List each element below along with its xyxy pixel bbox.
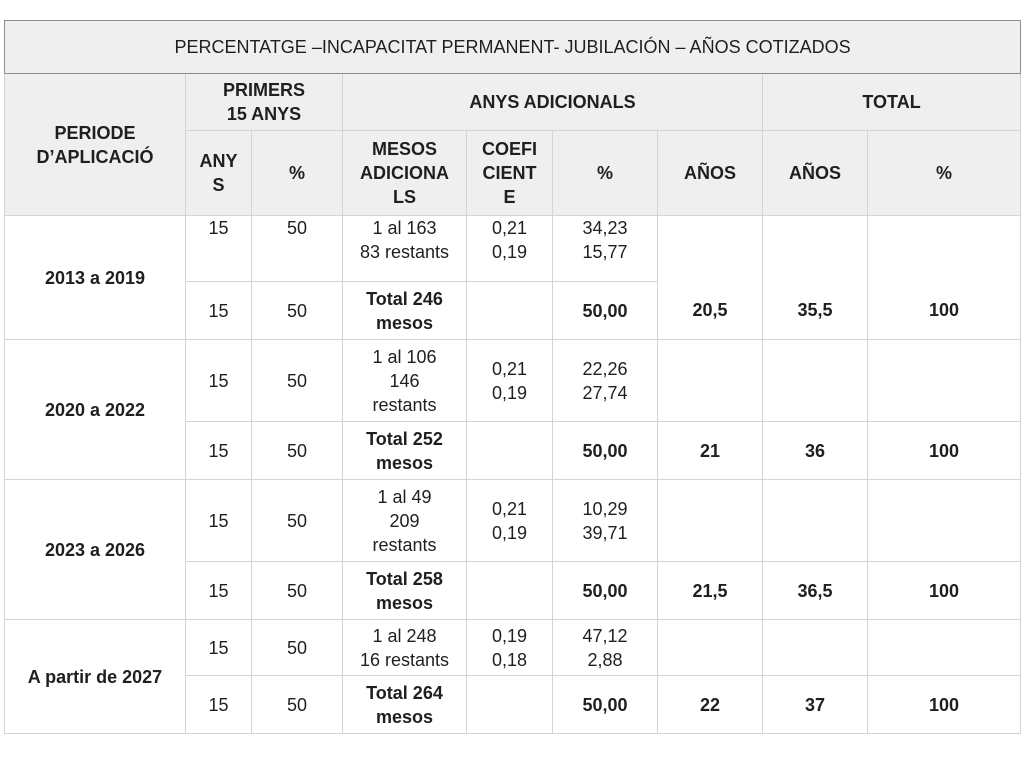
cell-spacer: [868, 340, 1021, 422]
cell-anos-total: 37: [763, 676, 868, 734]
header-anos-adicionals: AÑOS: [658, 131, 763, 216]
cell-percent: 50: [252, 422, 343, 480]
header-anys: ANY S: [186, 131, 252, 216]
table-row: [5, 340, 1021, 422]
cell-anos-total: 36,5: [763, 562, 868, 620]
cell-anos-adicionals: 21: [658, 422, 763, 480]
cell-spacer: [868, 480, 1021, 562]
cell-coeficient: 0,21 0,19: [467, 480, 553, 562]
cell-coeficient: 0,19 0,18: [467, 620, 553, 676]
cell-anys: 15: [186, 282, 252, 340]
cell-spacer: [658, 480, 763, 562]
cell-coeficient: 0,21 0,19: [467, 216, 553, 282]
cell-spacer: [763, 340, 868, 422]
cell-anos-adicionals: 20,5: [658, 216, 763, 340]
cell-percent-adicional: 10,29 39,71: [553, 480, 658, 562]
header-total: TOTAL: [763, 74, 1021, 131]
period-cell: 2013 a 2019: [5, 216, 186, 340]
cell-spacer: [763, 480, 868, 562]
header-anos-total: AÑOS: [763, 131, 868, 216]
period-cell: 2020 a 2022: [5, 340, 186, 480]
table-row: [5, 620, 1021, 676]
table-row: [5, 480, 1021, 562]
cell-percent: 50: [252, 676, 343, 734]
cell-coeficient: 0,21 0,19: [467, 340, 553, 422]
period-cell: 2023 a 2026: [5, 480, 186, 620]
cell-anys: 15: [186, 340, 252, 422]
cell-percent-adicional-total: 50,00: [553, 562, 658, 620]
cell-coeficient: [467, 562, 553, 620]
cell-spacer: [763, 620, 868, 676]
cell-anys: 15: [186, 676, 252, 734]
header-coeficient: COEFI CIENT E: [467, 131, 553, 216]
cell-percent-total: 100: [868, 216, 1021, 340]
cell-percent: 50: [252, 216, 343, 282]
table-row: [5, 216, 1021, 282]
cell-mesos: 1 al 106 146 restants: [343, 340, 467, 422]
cell-percent: 50: [252, 562, 343, 620]
cell-mesos: 1 al 248 16 restants: [343, 620, 467, 676]
cell-percent-adicional: 34,23 15,77: [553, 216, 658, 282]
cell-coeficient: [467, 676, 553, 734]
cell-total-mesos: Total 246 mesos: [343, 282, 467, 340]
header-percent-adicional: %: [553, 131, 658, 216]
cell-anys: 15: [186, 562, 252, 620]
period-cell: A partir de 2027: [5, 620, 186, 734]
cell-percent-adicional-total: 50,00: [553, 282, 658, 340]
cell-anys: 15: [186, 216, 252, 282]
cell-spacer: [658, 620, 763, 676]
cell-percent-adicional-total: 50,00: [553, 422, 658, 480]
cell-coeficient: [467, 422, 553, 480]
cell-anys: 15: [186, 480, 252, 562]
cell-percent-total: 100: [868, 562, 1021, 620]
cell-percent-total: 100: [868, 676, 1021, 734]
header-primers-15-anys: PRIMERS 15 ANYS: [186, 74, 343, 131]
header-percent-total: %: [868, 131, 1021, 216]
cell-percent-total: 100: [868, 422, 1021, 480]
cell-percent-adicional-total: 50,00: [553, 676, 658, 734]
cell-percent: 50: [252, 620, 343, 676]
cell-anos-total: 36: [763, 422, 868, 480]
cell-spacer: [868, 620, 1021, 676]
cell-total-mesos: Total 258 mesos: [343, 562, 467, 620]
cell-percent: 50: [252, 480, 343, 562]
cell-percent-adicional: 47,12 2,88: [553, 620, 658, 676]
cell-total-mesos: Total 252 mesos: [343, 422, 467, 480]
cell-percent-adicional: 22,26 27,74: [553, 340, 658, 422]
cell-spacer: [658, 340, 763, 422]
cell-mesos: 1 al 163 83 restants: [343, 216, 467, 282]
header-anys-adicionals: ANYS ADICIONALS: [343, 74, 763, 131]
header-percent: %: [252, 131, 343, 216]
header-periode: PERIODE D’APLICACIÓ: [5, 74, 186, 216]
cell-total-mesos: Total 264 mesos: [343, 676, 467, 734]
cell-anos-total: 35,5: [763, 216, 868, 340]
table-title: PERCENTATGE –INCAPACITAT PERMANENT- JUBILACIÓN – AÑOS COTIZADOS: [5, 21, 1021, 74]
cell-percent: 50: [252, 282, 343, 340]
cell-anys: 15: [186, 422, 252, 480]
cell-percent: 50: [252, 340, 343, 422]
cell-anos-adicionals: 22: [658, 676, 763, 734]
header-mesos-adicionals: MESOS ADICIONA LS: [343, 131, 467, 216]
cell-anos-adicionals: 21,5: [658, 562, 763, 620]
retirement-percentage-table: [4, 20, 1021, 734]
cell-anys: 15: [186, 620, 252, 676]
cell-coeficient: [467, 282, 553, 340]
cell-mesos: 1 al 49 209 restants: [343, 480, 467, 562]
